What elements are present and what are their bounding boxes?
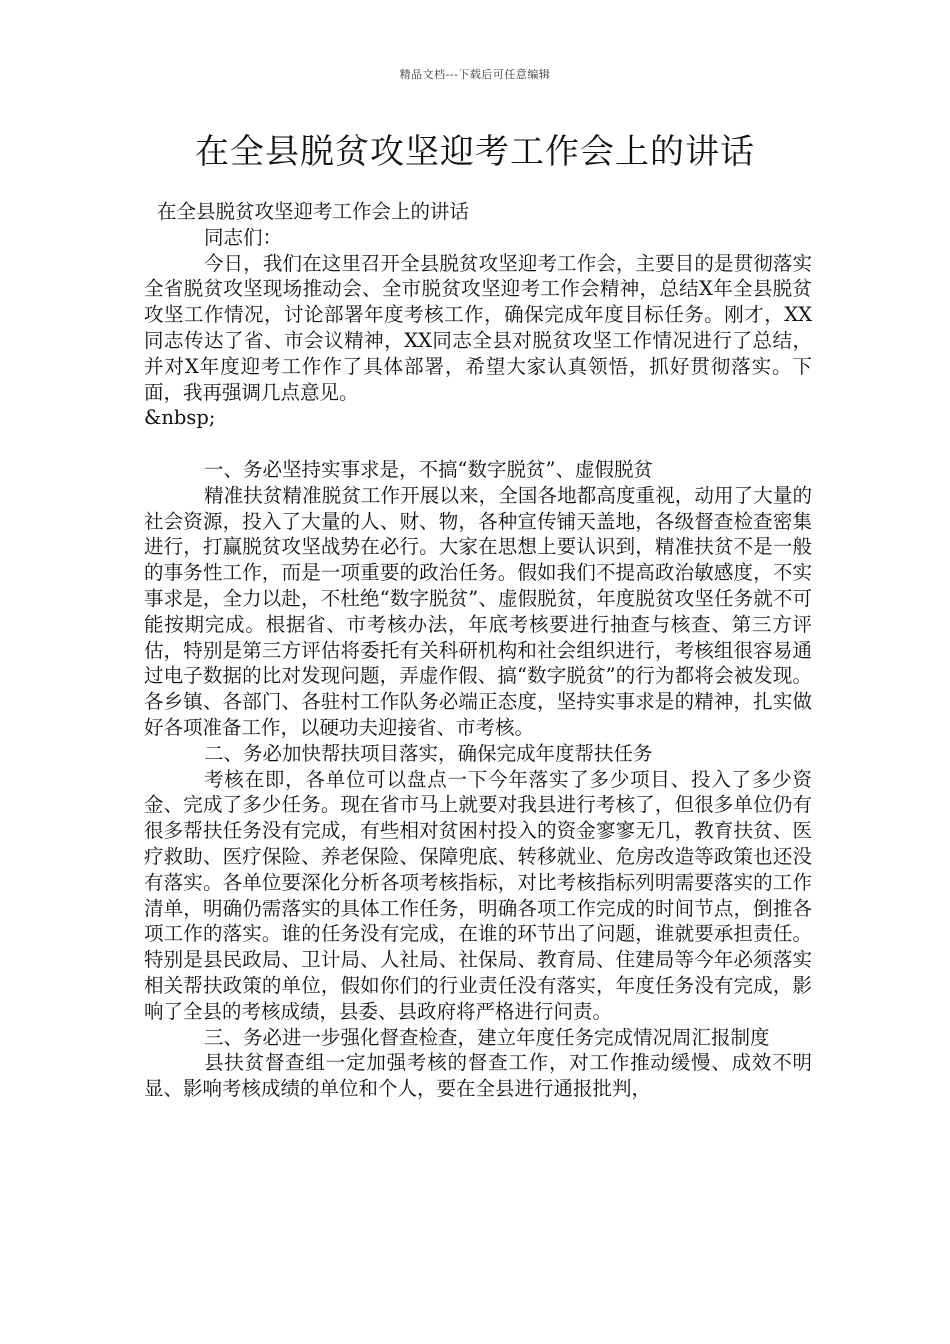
intro-paragraph: 今日，我们在这里召开全县脱贫攻坚迎考工作会，主要目的是贯彻落实全省脱贫攻坚现场推动会、全市脱贫攻坚迎考工作会精神，总结X年全县脱贫攻坚工作情况，讨论部署年度考核工作，确保完成年度目标任务。刚才，XX同志传达了省、市会议精神，XX同志全县对脱贫攻坚工作情况进行了总结，并对X年度迎考工作作了具体部署，希望大家认真领悟，抓好贯彻落实。下面，我再强调几点意见。 xyxy=(144,251,812,404)
blank-line xyxy=(144,431,812,457)
section-1-body: 精准扶贫精准脱贫工作开展以来，全国各地都高度重视，动用了大量的社会资源，投入了大量的人、财、物，各种宣传铺天盖地，各级督查检查密集进行，打赢脱贫攻坚战势在必行。大家在思想上要认识到，精准扶贫不是一般的事务性工作，而是一项重要的政治任务。假如我们不提高政治敏感度，不实事求是，全力以赴，不杜绝“数字脱贫”、虚假脱贫，年度脱贫攻坚任务就不可能按期完成。根据省、市考核办法，年底考核要进行抽查与核查、第三方评估，特别是第三方评估将委托有关科研机构和社会组织进行，考核组很容易通过电子数据的比对发现问题，弄虚作假、搞“数字脱贫”的行为都将会被发现。各乡镇、各部门、各驻村工作队务必端正态度，坚持实事求是的精神，扎实做好各项准备工作，以硬功夫迎接省、市考核。 xyxy=(144,483,812,739)
section-2-body: 考核在即，各单位可以盘点一下今年落实了多少项目、投入了多少资金、完成了多少任务。现在省市马上就要对我县进行考核了，但很多单位仍有很多帮扶任务没有完成，有些相对贫困村投入的资金寥寥无几，教育扶贫、医疗救助、医疗保险、养老保险、保障兜底、转移就业、危房改造等政策也还没有落实。各单位要深化分析各项考核指标，对比考核指标列明需要落实的工作清单，明确仍需落实的具体工作任务，明确各项工作完成的时间节点，倒推各项工作的落实。谁的任务没有完成，在谁的环节出了问题，谁就要承担责任。特别是县民政局、卫计局、人社局、社保局、教育局、住建局等今年必须落实相关帮扶政策的单位，假如你们的行业责任没有落实，年度任务没有完成，影响了全县的考核成绩，县委、县政府将严格进行问责。 xyxy=(144,767,812,1023)
header-note: 精品文档---下载后可任意编辑 xyxy=(399,68,551,81)
salutation: 同志们： xyxy=(204,225,283,249)
speech-subtitle: 在全县脱贫攻坚迎考工作会上的讲话 xyxy=(157,200,470,223)
section-1-heading: 一、务必坚持实事求是，不搞“数字脱贫”、虚假脱贫 xyxy=(204,457,653,481)
section-2-heading: 二、务必加快帮扶项目落实，确保完成年度帮扶任务 xyxy=(204,741,653,765)
document-body xyxy=(144,199,812,1102)
section-3-heading: 三、务必进一步强化督查检查，建立年度任务完成情况周汇报制度 xyxy=(204,1025,770,1049)
document-title: 在全县脱贫攻坚迎考工作会上的讲话 xyxy=(195,132,755,172)
nbsp-text: &nbsp; xyxy=(144,406,216,430)
section-3-body: 县扶贫督查组一定加强考核的督查工作，对工作推动缓慢、成效不明显、影响考核成绩的单位和个人，要在全县进行通报批判， xyxy=(144,1051,812,1101)
